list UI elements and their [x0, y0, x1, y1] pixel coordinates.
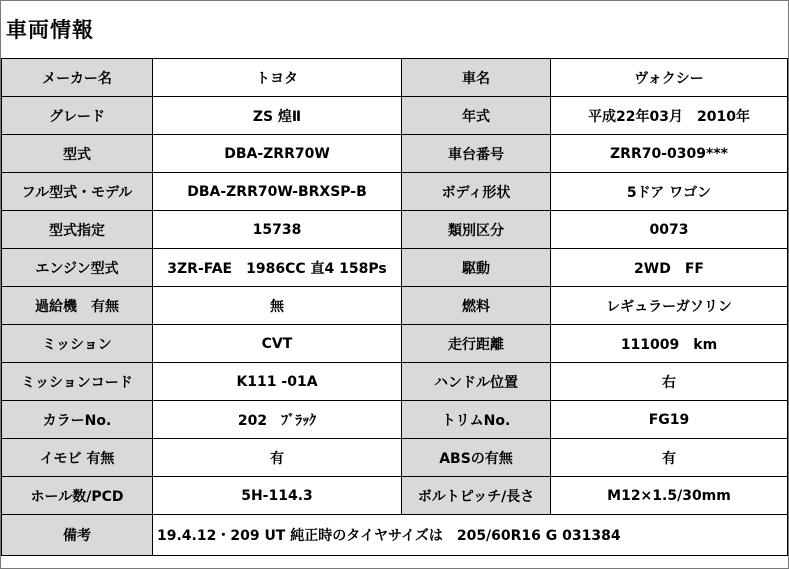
- field-label: カラーNo.: [2, 401, 153, 439]
- field-label: 駆動: [402, 249, 551, 287]
- field-label: ABSの有無: [402, 439, 551, 477]
- field-value: 無: [153, 287, 402, 325]
- field-value: 111009 km: [551, 325, 788, 363]
- field-label: 年式: [402, 97, 551, 135]
- field-label: ハンドル位置: [402, 363, 551, 401]
- field-label: 類別区分: [402, 211, 551, 249]
- table-row: [2, 325, 788, 363]
- field-label: トリムNo.: [402, 401, 551, 439]
- field-value: トヨタ: [153, 59, 402, 97]
- table-row: [2, 363, 788, 401]
- table-row: [2, 59, 788, 97]
- field-value: レギュラーガソリン: [551, 287, 788, 325]
- field-value: K111 -01A: [153, 363, 402, 401]
- field-value: 5H-114.3: [153, 477, 402, 515]
- remarks-value: 19.4.12・209 UT 純正時のタイヤサイズは 205/60R16 G 031384: [153, 515, 788, 556]
- page-title: 車両情報: [6, 18, 94, 42]
- table-row: [2, 211, 788, 249]
- field-value: 0073: [551, 211, 788, 249]
- field-label: 車名: [402, 59, 551, 97]
- table-row: [2, 249, 788, 287]
- field-value: DBA-ZRR70W-BRXSP-B: [153, 173, 402, 211]
- field-value: 有: [551, 439, 788, 477]
- field-label: メーカー名: [2, 59, 153, 97]
- field-value: 5ドア ワゴン: [551, 173, 788, 211]
- field-value: 右: [551, 363, 788, 401]
- field-value: 平成22年03月 2010年: [551, 97, 788, 135]
- table-row: [2, 287, 788, 325]
- table-row: [2, 135, 788, 173]
- field-label: 型式指定: [2, 211, 153, 249]
- table-row: [2, 173, 788, 211]
- field-value: ZRR70-0309***: [551, 135, 788, 173]
- field-value: ヴォクシー: [551, 59, 788, 97]
- field-label: グレード: [2, 97, 153, 135]
- field-label: エンジン型式: [2, 249, 153, 287]
- field-label: ミッション: [2, 325, 153, 363]
- field-label: 型式: [2, 135, 153, 173]
- field-label: ミッションコード: [2, 363, 153, 401]
- field-value: 15738: [153, 211, 402, 249]
- field-value: DBA-ZRR70W: [153, 135, 402, 173]
- remarks-label: 備考: [2, 515, 153, 556]
- field-value: M12×1.5/30mm: [551, 477, 788, 515]
- field-value: CVT: [153, 325, 402, 363]
- field-value: ZS 煌Ⅱ: [153, 97, 402, 135]
- table-row: [2, 401, 788, 439]
- field-label: イモビ 有無: [2, 439, 153, 477]
- vehicle-info-table: [1, 58, 788, 556]
- field-value: 202 ﾌﾞﾗｯｸ: [153, 401, 402, 439]
- table-row: [2, 439, 788, 477]
- table-row: [2, 477, 788, 515]
- field-label: 車台番号: [402, 135, 551, 173]
- field-label: フル型式・モデル: [2, 173, 153, 211]
- field-value: FG19: [551, 401, 788, 439]
- field-label: ボルトピッチ/長さ: [402, 477, 551, 515]
- field-label: 走行距離: [402, 325, 551, 363]
- field-label: ボディ形状: [402, 173, 551, 211]
- field-label: 燃料: [402, 287, 551, 325]
- remarks-row: [2, 515, 788, 556]
- field-value: 3ZR-FAE 1986CC 直4 158Ps: [153, 249, 402, 287]
- field-value: 2WD FF: [551, 249, 788, 287]
- field-value: 有: [153, 439, 402, 477]
- field-label: ホール数/PCD: [2, 477, 153, 515]
- table-row: [2, 97, 788, 135]
- field-label: 過給機 有無: [2, 287, 153, 325]
